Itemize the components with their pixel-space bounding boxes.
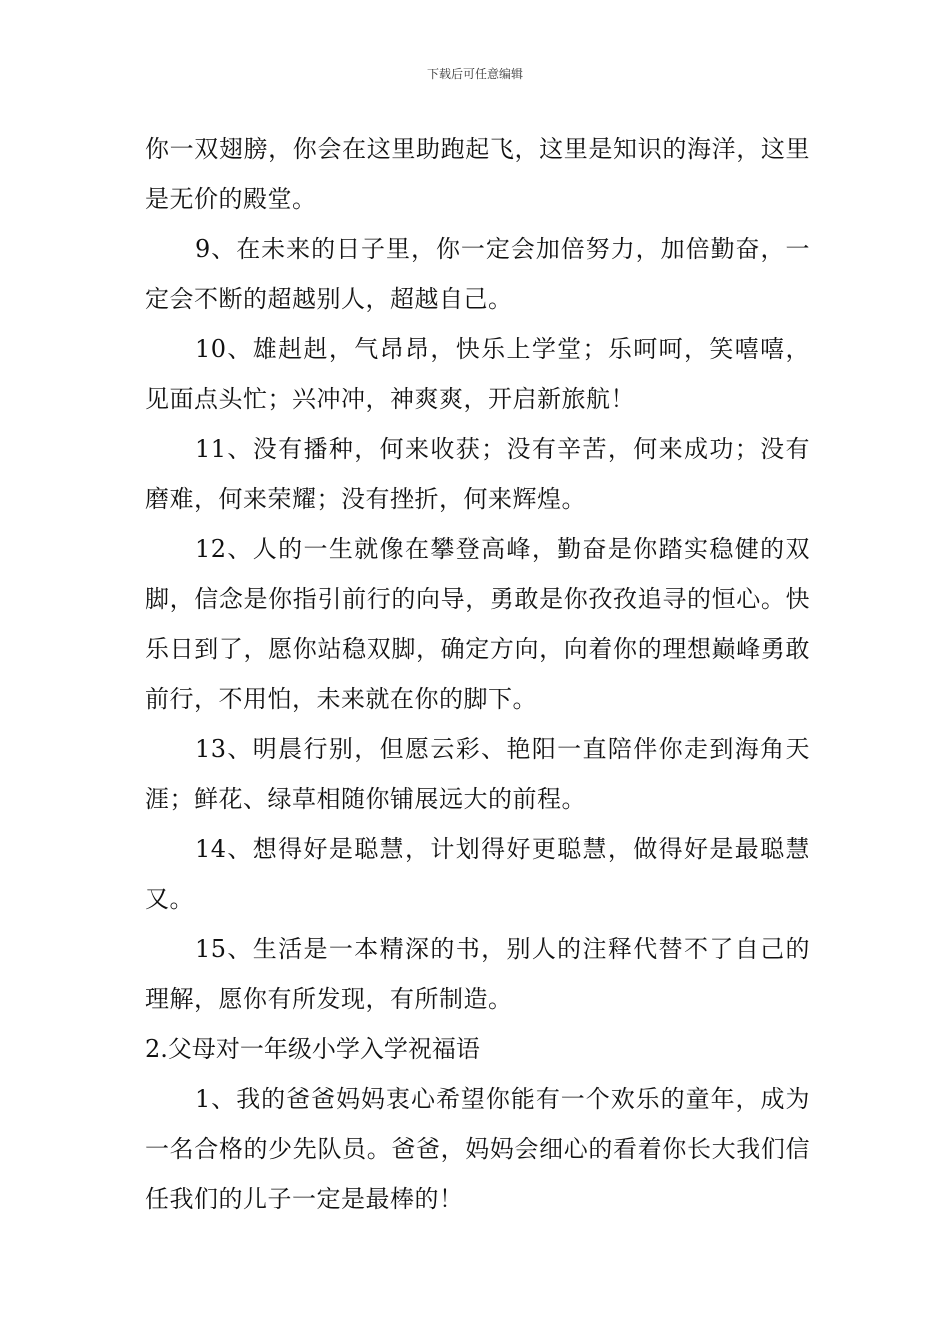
paragraph-item-14: 14、想得好是聪慧，计划得好更聪慧，做得好是最聪慧又。 — [145, 835, 810, 913]
page-header: 下载后可任意编辑 — [426, 67, 523, 81]
paragraph-continuation: 你一双翅膀，你会在这里助跑起飞，这里是知识的海洋，这里是无价的殿堂。 — [145, 135, 810, 213]
section-heading: 2.父母对一年级小学入学祝福语 — [145, 1035, 480, 1063]
document-body — [145, 124, 810, 1224]
paragraph-item-12: 12、人的一生就像在攀登高峰，勤奋是你踏实稳健的双脚，信念是你指引前行的向导，勇敢是你孜孜追寻的恒心。快乐日到了，愿你站稳双脚，确定方向，向着你的理想巅峰勇敢前行，不用怕，未来就在你的脚下。 — [145, 535, 810, 713]
paragraph-item-9: 9、在未来的日子里，你一定会加倍努力，加倍勤奋，一定会不断的超越别人，超越自己。 — [145, 235, 810, 313]
section-paragraph-item-1: 1、我的爸爸妈妈衷心希望你能有一个欢乐的童年，成为一名合格的少先队员。爸爸，妈妈会细心的看着你长大我们信任我们的儿子一定是最棒的！ — [145, 1085, 810, 1213]
paragraph-item-10: 10、雄赳赳，气昂昂，快乐上学堂；乐呵呵，笑嘻嘻，见面点头忙；兴冲冲，神爽爽，开启新旅航！ — [145, 335, 810, 413]
paragraph-item-11: 11、没有播种，何来收获；没有辛苦，何来成功；没有磨难，何来荣耀；没有挫折，何来辉煌。 — [145, 435, 810, 513]
paragraph-item-13: 13、明晨行别，但愿云彩、艳阳一直陪伴你走到海角天涯；鲜花、绿草相随你铺展远大的前程。 — [145, 735, 810, 813]
paragraph-item-15: 15、生活是一本精深的书，别人的注释代替不了自己的理解，愿你有所发现，有所制造。 — [145, 935, 810, 1013]
